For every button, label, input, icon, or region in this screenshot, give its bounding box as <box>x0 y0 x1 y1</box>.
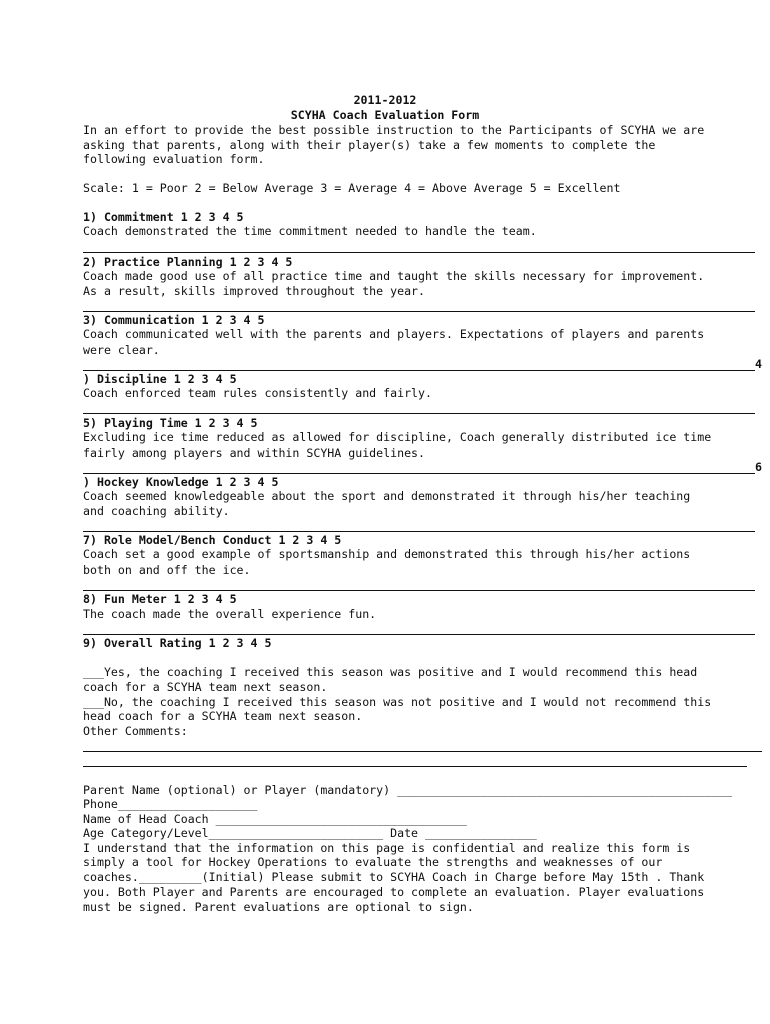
answer-line[interactable] <box>83 311 755 312</box>
question-heading: 3) Communication 1 2 3 4 5 <box>83 313 265 327</box>
question-text: As a result, skills improved throughout the year. <box>83 284 426 298</box>
parent-name-field[interactable]: Parent Name (optional) or Player (mandatory) ________________________________________________ <box>83 783 733 797</box>
age-date-field[interactable]: Age Category/Level_________________________ Date ________________ <box>83 826 537 840</box>
question-text: Coach seemed knowledgeable about the sport and demonstrated it through his/her teaching <box>83 489 691 503</box>
answer-line[interactable] <box>83 590 755 591</box>
answer-line[interactable] <box>83 531 755 532</box>
form-year: 2011-2012 <box>353 93 417 107</box>
phone-field[interactable]: Phone____________________ <box>83 797 258 811</box>
recommend-yes[interactable]: ___Yes, the coaching I received this season was positive and I would recommend this head <box>83 665 698 679</box>
question-number-fragment: 6 <box>755 460 762 474</box>
answer-line[interactable] <box>83 252 755 253</box>
answer-line[interactable] <box>83 370 755 371</box>
form-title: SCYHA Coach Evaluation Form <box>290 108 480 122</box>
question-text: The coach made the overall experience fun. <box>83 607 377 621</box>
recommend-yes-cont: coach for a SCYHA team next season. <box>83 680 328 694</box>
question-heading: 8) Fun Meter 1 2 3 4 5 <box>83 592 237 606</box>
closing-line: must be signed. Parent evaluations are optional to sign. <box>83 900 474 914</box>
question-text: Coach enforced team rules consistently and fairly. <box>83 386 433 400</box>
question-heading: 9) Overall Rating 1 2 3 4 5 <box>83 636 272 650</box>
question-heading: ) Hockey Knowledge 1 2 3 4 5 <box>83 475 279 489</box>
question-text: and coaching ability. <box>83 504 230 518</box>
question-text: Coach set a good example of sportsmanship and demonstrated this through his/her actions <box>83 547 691 561</box>
question-heading: 5) Playing Time 1 2 3 4 5 <box>83 416 258 430</box>
closing-line[interactable]: coaches._________(Initial) Please submit to SCYHA Coach in Charge before May 15th . Thank <box>83 870 705 884</box>
closing-line: you. Both Player and Parents are encouraged to complete an evaluation. Player evaluations <box>83 885 705 899</box>
closing-line: I understand that the information on this page is confidential and realize this form is <box>83 841 691 855</box>
question-text: Excluding ice time reduced as allowed for discipline, Coach generally distributed ice time <box>83 430 712 444</box>
question-text: Coach made good use of all practice time and taught the skills necessary for improvement. <box>83 269 705 283</box>
recommend-no[interactable]: ___No, the coaching I received this season was not positive and I would not recommend this <box>83 695 712 709</box>
question-text: both on and off the ice. <box>83 563 251 577</box>
intro-line: following evaluation form. <box>83 152 265 166</box>
other-comments-label: Other Comments: <box>83 724 188 738</box>
answer-line[interactable] <box>83 473 755 474</box>
answer-line[interactable] <box>83 634 755 635</box>
question-text: were clear. <box>83 343 160 357</box>
recommend-no-cont: head coach for a SCYHA team next season. <box>83 709 363 723</box>
question-heading: ) Discipline 1 2 3 4 5 <box>83 372 237 386</box>
closing-line: simply a tool for Hockey Operations to evaluate the strengths and weaknesses of our <box>83 855 663 869</box>
answer-line[interactable] <box>83 413 755 414</box>
rating-scale: Scale: 1 = Poor 2 = Below Average 3 = Average 4 = Above Average 5 = Excellent <box>83 181 621 195</box>
question-text: Coach communicated well with the parents and players. Expectations of players and parents <box>83 327 705 341</box>
intro-line: asking that parents, along with their player(s) take a few moments to complete the <box>83 138 656 152</box>
question-text: Coach demonstrated the time commitment needed to handle the team. <box>83 224 537 238</box>
question-heading: 1) Commitment 1 2 3 4 5 <box>83 210 244 224</box>
question-text: fairly among players and within SCYHA guidelines. <box>83 446 426 460</box>
comments-line[interactable] <box>83 751 762 752</box>
head-coach-field[interactable]: Name of Head Coach ____________________________________ <box>83 812 467 826</box>
comments-line[interactable] <box>83 766 747 767</box>
question-number-fragment: 4 <box>755 357 762 371</box>
question-heading: 7) Role Model/Bench Conduct 1 2 3 4 5 <box>83 533 342 547</box>
question-heading: 2) Practice Planning 1 2 3 4 5 <box>83 255 293 269</box>
intro-line: In an effort to provide the best possible instruction to the Participants of SCYHA we are <box>83 123 705 137</box>
